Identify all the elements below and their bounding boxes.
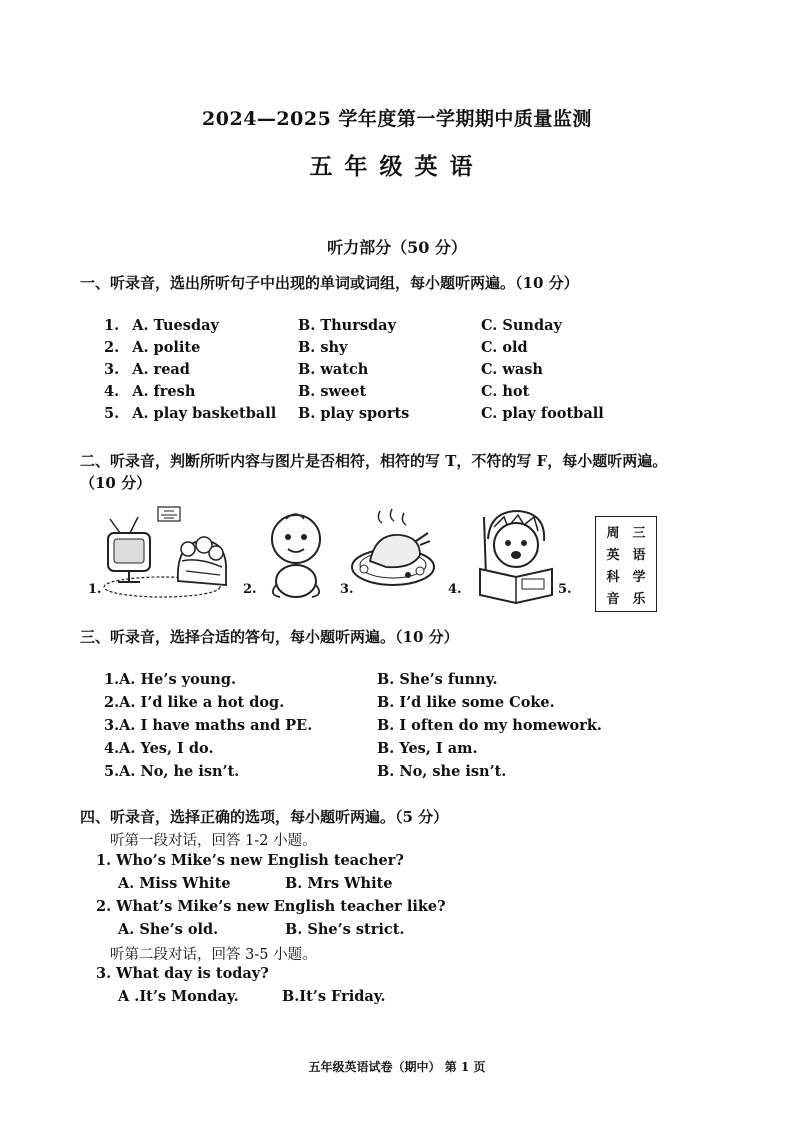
option-b: B. watch bbox=[298, 361, 369, 378]
answer-a: A. Miss White bbox=[118, 875, 231, 892]
answer-b: B. I’d like some Coke. bbox=[377, 694, 555, 711]
item-number: 3. bbox=[104, 361, 120, 378]
option-b: B. sweet bbox=[298, 383, 367, 400]
answer-a: A. She’s old. bbox=[118, 921, 219, 938]
part1-item-1 bbox=[104, 317, 219, 334]
answer-a: 2.A. I’d like a hot dog. bbox=[104, 694, 285, 711]
question-text: 1. Who’s Mike’s new English teacher? bbox=[96, 852, 404, 869]
option-a: A. Tuesday bbox=[132, 317, 219, 334]
schedule-cell: 科 bbox=[606, 569, 620, 585]
option-b: B. Thursday bbox=[298, 317, 396, 334]
option-c: C. play football bbox=[481, 405, 604, 422]
part1-item-4 bbox=[104, 383, 195, 400]
exam-title: 2024—2025 学年度第一学期期中质量监测 bbox=[202, 108, 592, 130]
part4-heading: 四、听录音，选择正确的选项，每小题听两遍。（5 分） bbox=[80, 808, 449, 826]
item-number: 2. bbox=[104, 339, 120, 356]
option-c: C. wash bbox=[481, 361, 543, 378]
answer-b: B. She’s strict. bbox=[285, 921, 405, 938]
answer-b: B. She’s funny. bbox=[377, 671, 498, 688]
schedule-cell: 乐 bbox=[632, 591, 646, 607]
option-c: C. hot bbox=[481, 383, 530, 400]
answer-b: B. Mrs White bbox=[285, 875, 393, 892]
picture-number: 1. bbox=[88, 582, 102, 597]
dialogue-intro: 听第二段对话，回答 3-5 小题。 bbox=[110, 947, 317, 963]
schedule-cell: 英 bbox=[606, 547, 620, 563]
option-c: C. old bbox=[481, 339, 528, 356]
option-a: A. read bbox=[132, 361, 190, 378]
exam-subtitle: 五年级英语 bbox=[309, 153, 485, 180]
schedule-card bbox=[595, 516, 657, 612]
answer-b: B. I often do my homework. bbox=[377, 717, 602, 734]
option-a: A. play basketball bbox=[132, 405, 277, 422]
part1-heading: 一、听录音，选出所听句子中出现的单词或词组，每小题听两遍。（10 分） bbox=[80, 274, 579, 292]
schedule-cell: 周 bbox=[606, 525, 620, 541]
answer-a: 4.A. Yes, I do. bbox=[104, 740, 214, 757]
picture-number: 3. bbox=[340, 582, 354, 597]
item-number: 4. bbox=[104, 383, 120, 400]
part2-heading: 二、听录音，判断所听内容与图片是否相符，相符的写 T，不符的写 F，每小题听两遍。 bbox=[80, 452, 668, 470]
answer-a: 3.A. I have maths and PE. bbox=[104, 717, 313, 734]
answer-a: 5.A. No, he isn’t. bbox=[104, 763, 240, 780]
part1-item-3 bbox=[104, 361, 190, 378]
page-footer: 五年级英语试卷（期中） 第 1 页 bbox=[308, 1060, 486, 1074]
part3-heading: 三、听录音，选择合适的答句，每小题听两遍。（10 分） bbox=[80, 628, 459, 646]
option-b: B. play sports bbox=[298, 405, 410, 422]
schedule-cell: 学 bbox=[632, 569, 646, 585]
part1-item-2 bbox=[104, 339, 200, 356]
part2-heading-points: （10 分） bbox=[80, 474, 152, 492]
picture-number: 5. bbox=[558, 582, 572, 597]
answer-a: A .It’s Monday. bbox=[118, 988, 239, 1005]
answer-b: B.It’s Friday. bbox=[282, 988, 386, 1005]
schedule-cell: 三 bbox=[632, 525, 646, 541]
item-number: 5. bbox=[104, 405, 120, 422]
option-b: B. shy bbox=[298, 339, 348, 356]
answer-b: B. No, she isn’t. bbox=[377, 763, 507, 780]
dialogue-intro: 听第一段对话，回答 1-2 小题。 bbox=[110, 833, 317, 849]
section-title: 听力部分（50 分） bbox=[327, 238, 467, 257]
picture-number: 2. bbox=[243, 582, 257, 597]
baby-icon bbox=[262, 505, 332, 605]
option-a: A. polite bbox=[132, 339, 201, 356]
option-a: A. fresh bbox=[132, 383, 196, 400]
answer-a: 1.A. He’s young. bbox=[104, 671, 237, 688]
option-c: C. Sunday bbox=[481, 317, 562, 334]
roast-chicken-icon bbox=[350, 505, 436, 605]
schedule-cell: 音 bbox=[606, 591, 620, 607]
tv-family-icon bbox=[100, 505, 240, 605]
picture-number: 4. bbox=[448, 582, 462, 597]
answer-b: B. Yes, I am. bbox=[377, 740, 478, 757]
item-number: 1. bbox=[104, 317, 120, 334]
schedule-cell: 语 bbox=[632, 547, 646, 563]
part1-item-5 bbox=[104, 405, 276, 422]
student-reading-icon bbox=[474, 505, 554, 605]
question-text: 2. What’s Mike’s new English teacher like? bbox=[96, 898, 446, 915]
question-text: 3. What day is today? bbox=[96, 965, 269, 982]
